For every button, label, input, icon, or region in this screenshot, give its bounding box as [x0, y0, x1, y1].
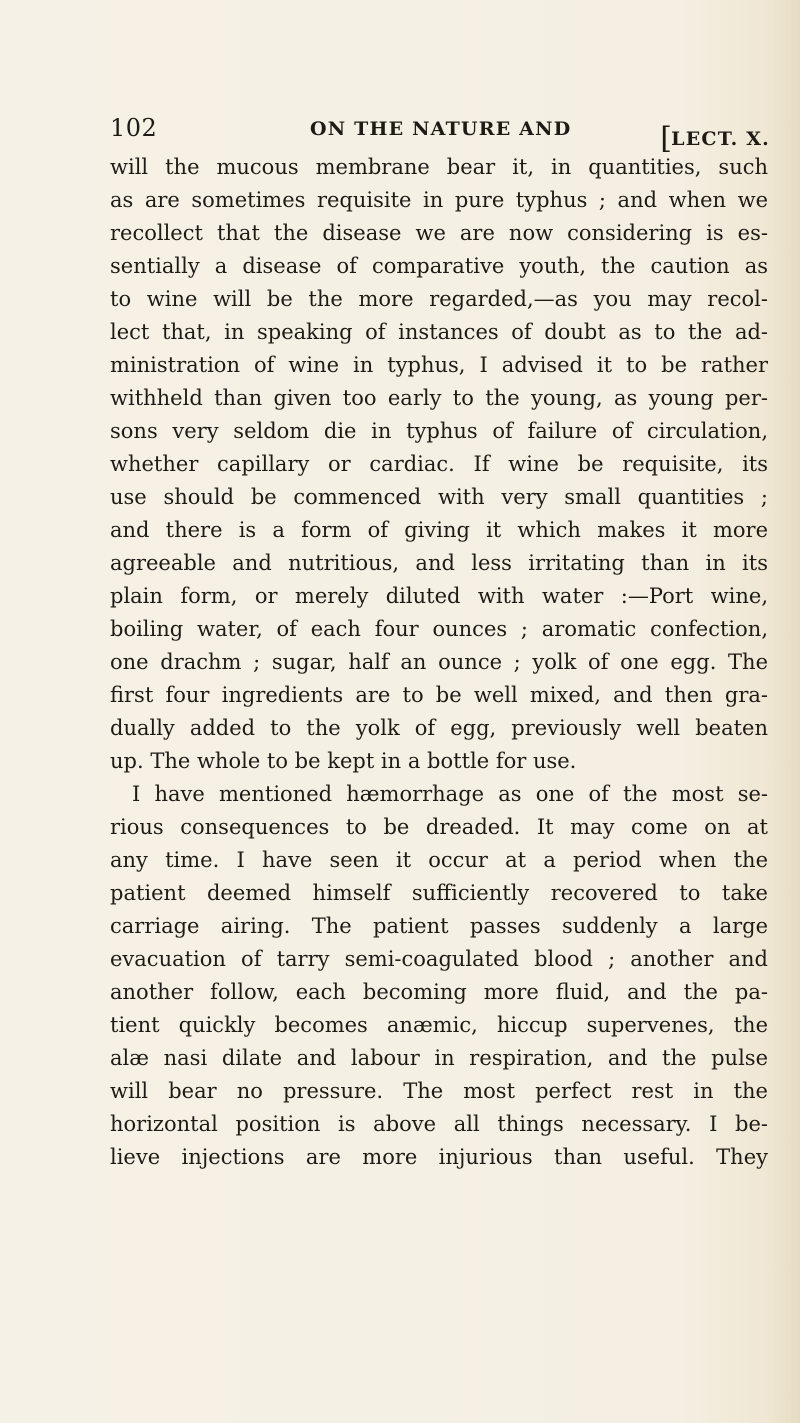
page-header: [110, 114, 770, 156]
text-line: patient deemed himself sufficiently recovered to take: [110, 881, 768, 905]
paragraph: [110, 151, 768, 778]
text-line: ministration of wine in typhus, I advised it to be rather: [110, 353, 768, 377]
text-line: one drachm ; sugar, half an ounce ; yolk of one egg. The: [110, 650, 768, 674]
text-line: any time. I have seen it occur at a period when the: [110, 848, 768, 872]
text-line: will bear no pressure. The most perfect rest in the: [110, 1079, 768, 1103]
text-line: up. The whole to be kept in a bottle for use.: [110, 749, 577, 773]
text-line: alæ nasi dilate and labour in respiration, and the pulse: [110, 1046, 768, 1070]
text-line: horizontal position is above all things necessary. I be-: [110, 1112, 768, 1136]
text-line: whether capillary or cardiac. If wine be requisite, its: [110, 452, 768, 476]
text-line: agreeable and nutritious, and less irritating than in its: [110, 551, 768, 575]
text-line: carriage airing. The patient passes suddenly a large: [110, 914, 768, 938]
bracket-glyph: [: [660, 121, 674, 156]
text-line: plain form, or merely diluted with water :—Port wine,: [110, 584, 768, 608]
text-line: tient quickly becomes anæmic, hiccup supervenes, the: [110, 1013, 768, 1037]
text-line: lieve injections are more injurious than useful. They: [110, 1145, 768, 1169]
text-line: and there is a form of giving it which makes it more: [110, 518, 768, 542]
text-line: will the mucous membrane bear it, in quantities, such: [110, 155, 768, 179]
text-line: sons very seldom die in typhus of failure of circulation,: [110, 419, 768, 443]
text-line: first four ingredients are to be well mixed, and then gra-: [110, 683, 768, 707]
text-line: as are sometimes requisite in pure typhus ; and when we: [110, 188, 768, 212]
text-line: sentially a disease of comparative youth, the caution as: [110, 254, 768, 278]
text-line: use should be commenced with very small quantities ;: [110, 485, 768, 509]
lecture-reference: [660, 118, 770, 156]
text-line: lect that, in speaking of instances of doubt as to the ad-: [110, 320, 768, 344]
text-line: boiling water, of each four ounces ; aromatic confection,: [110, 617, 768, 641]
page-number: 102: [110, 114, 158, 142]
text-line: to wine will be the more regarded,—as you may recol-: [110, 287, 768, 311]
text-line: rious consequences to be dreaded. It may come on at: [110, 815, 768, 839]
body-text: [110, 151, 768, 1174]
lecture-reference-text: LECT. X.: [671, 128, 770, 150]
text-line: another follow, each becoming more fluid, and the pa-: [110, 980, 768, 1004]
text-line: evacuation of tarry semi-coagulated blood ; another and: [110, 947, 768, 971]
running-head: ON THE NATURE AND: [310, 118, 572, 140]
text-line: dually added to the yolk of egg, previously well beaten: [110, 716, 768, 740]
text-line: recollect that the disease we are now considering is es-: [110, 221, 768, 245]
paragraph: [110, 778, 768, 1174]
text-line: withheld than given too early to the young, as young per-: [110, 386, 768, 410]
text-line: I have mentioned hæmorrhage as one of the most se-: [132, 782, 768, 806]
